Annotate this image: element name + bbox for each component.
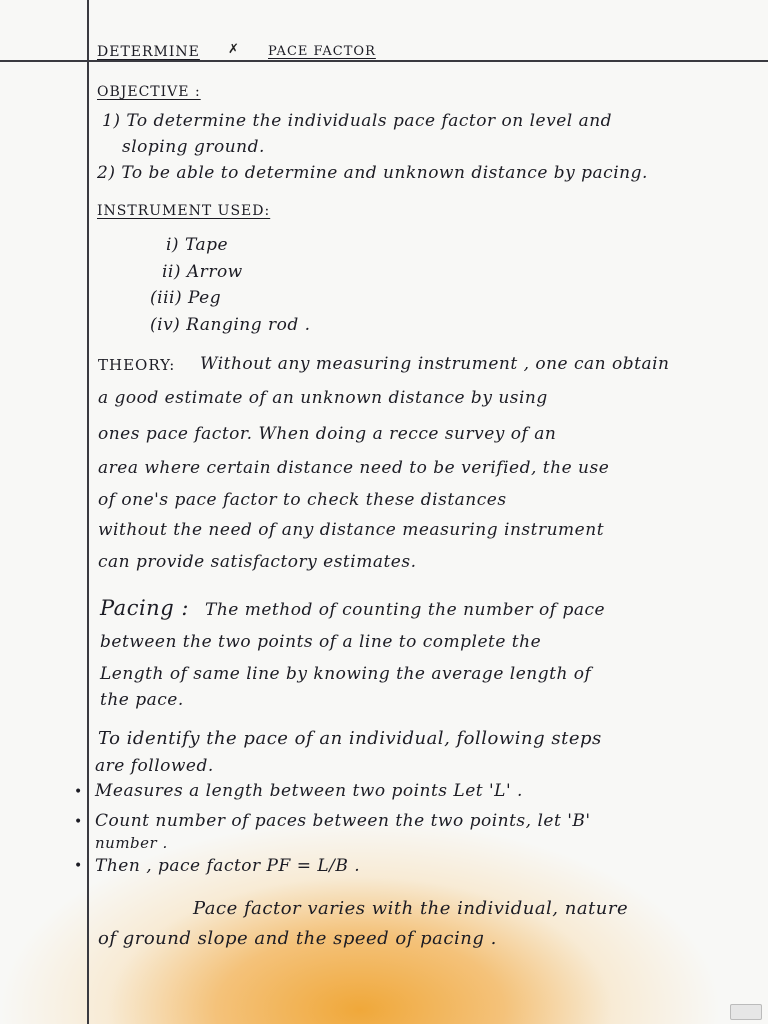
title-left: DETERMINE (97, 44, 200, 60)
scanner-logo (730, 1004, 762, 1020)
margin-line (87, 0, 89, 1024)
bullet-2: • (74, 814, 83, 830)
closing-line-2: of ground slope and the speed of pacing . (98, 928, 497, 949)
instrument-heading: INSTRUMENT USED: (97, 203, 271, 219)
bullet-1: • (74, 784, 83, 800)
objective-heading: OBJECTIVE : (97, 84, 201, 100)
step-1: Measures a length between two points Let 'L' . (95, 781, 523, 801)
step-2: Count number of paces between the two points, let 'B' (95, 811, 591, 831)
theory-label: THEORY: (98, 356, 176, 374)
theory-line-6: without the need of any distance measuring instrument (98, 520, 605, 540)
objective-line-1: 1) To determine the individuals pace factor on level and (102, 111, 613, 131)
objective-line-3: 2) To be able to determine and unknown distance by pacing. (97, 163, 648, 183)
pacing-line-4: the pace. (100, 690, 184, 710)
scribble-mark: ✗ (228, 42, 240, 57)
title-right: PACE FACTOR (268, 44, 376, 59)
theory-line-7: can provide satisfactory estimates. (98, 552, 417, 572)
identify-line-2: are followed. (95, 756, 214, 776)
theory-line-4: area where certain distance need to be verified, the use (98, 458, 610, 478)
instrument-item-3: (iii) Peg (150, 288, 222, 308)
instrument-item-1: i) Tape (166, 235, 229, 255)
objective-line-2: sloping ground. (122, 137, 265, 157)
instrument-item-2: ii) Arrow (162, 262, 243, 282)
step-3: Then , pace factor PF = L/B . (95, 856, 361, 876)
step-2-cont: number . (95, 834, 168, 852)
pacing-line-2: between the two points of a line to complete the (100, 632, 542, 652)
pacing-label: Pacing : (100, 596, 189, 620)
instrument-item-4: (iv) Ranging rod . (150, 315, 311, 335)
identify-line-1: To identify the pace of an individual, following steps (98, 728, 602, 749)
theory-line-2: a good estimate of an unknown distance by using (98, 388, 548, 408)
header-rule (0, 60, 768, 62)
theory-line-5: of one's pace factor to check these distances (98, 490, 507, 510)
bullet-3: • (74, 858, 83, 874)
pacing-line-3: Length of same line by knowing the average length of (100, 664, 592, 684)
closing-line-1: Pace factor varies with the individual, nature (193, 898, 629, 919)
theory-line-3: ones pace factor. When doing a recce survey of an (98, 424, 557, 444)
theory-line-1: Without any measuring instrument , one can obtain (200, 354, 670, 374)
pacing-line-1: The method of counting the number of pace (205, 600, 606, 620)
